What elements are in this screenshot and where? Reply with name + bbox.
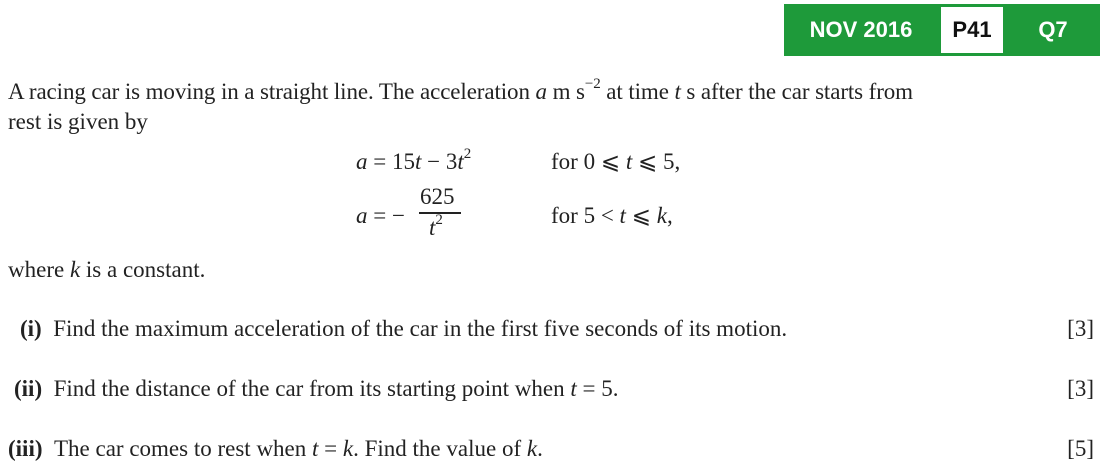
part-iii-number: (iii) xyxy=(8,436,43,461)
part-iii-var-t: t xyxy=(312,436,319,461)
equation-1 xyxy=(356,148,471,176)
intro-line-2: rest is given by xyxy=(8,109,148,134)
part-ii-number: (ii) xyxy=(14,376,43,401)
eq2-eq: = − xyxy=(367,203,405,228)
where-line xyxy=(8,256,205,284)
eq2-den-t: t xyxy=(429,215,436,240)
part-iii-text-b: . Find the value of xyxy=(353,436,527,461)
part-iii xyxy=(8,435,543,463)
part-ii xyxy=(14,375,618,403)
var-t: t xyxy=(674,79,681,104)
eq2-denominator xyxy=(429,214,443,242)
eq2-cond-k: k xyxy=(656,203,667,228)
part-i-marks: [3] xyxy=(1067,316,1094,341)
eq1-cond-t: t xyxy=(625,149,633,174)
intro-line-1 xyxy=(8,78,913,106)
paper-badge: P41 xyxy=(938,4,1006,56)
eq2-numerator: 625 xyxy=(420,184,455,209)
session-badge: NOV 2016 xyxy=(784,4,938,56)
part-ii-text-a: Find the distance of the car from its starting point when xyxy=(53,376,571,401)
eq1-t2: t xyxy=(457,149,464,174)
eq2-cond-for: for 5 < xyxy=(551,203,620,228)
equation-1-condition xyxy=(551,148,680,176)
part-iii-text-a: The car comes to rest when xyxy=(54,436,313,461)
part-i-text: Find the maximum acceleration of the car in the first five seconds of its motion. xyxy=(53,316,788,341)
eq2-cond-end: , xyxy=(666,203,673,228)
where-text-a: where xyxy=(8,257,70,282)
question-badge: Q7 xyxy=(1006,4,1100,56)
where-var-k: k xyxy=(69,257,81,282)
var-a: a xyxy=(535,79,547,104)
unit-exponent: −2 xyxy=(584,76,601,93)
eq2-cond-t: t xyxy=(619,203,626,228)
part-i xyxy=(20,315,787,343)
eq2-den-exponent: 2 xyxy=(435,212,443,229)
eq1-cond-end: ⩽ 5, xyxy=(632,149,681,174)
eq1-t: t xyxy=(414,149,422,174)
unit-ms: m s xyxy=(546,79,585,104)
equation-2-condition xyxy=(551,202,673,230)
intro-text-c: s after the car starts from xyxy=(680,79,913,104)
part-i-number: (i) xyxy=(20,316,42,341)
equation-2-lhs xyxy=(356,202,405,230)
eq1-minus: − 3 xyxy=(421,149,458,174)
eq1-cond-for: for 0 ⩽ xyxy=(551,149,626,174)
part-ii-text-b: = 5. xyxy=(576,376,619,401)
part-iii-var-k: k xyxy=(342,436,354,461)
intro-text-b: at time xyxy=(600,79,675,104)
part-iii-var-k2: k xyxy=(526,436,538,461)
eq2-lhs: a xyxy=(356,203,368,228)
part-iii-text-eq: = xyxy=(318,436,343,461)
eq1-eq: = 15 xyxy=(367,149,415,174)
eq1-exponent: 2 xyxy=(463,146,472,163)
part-iii-marks: [5] xyxy=(1067,436,1094,461)
eq2-cond-mid: ⩽ xyxy=(625,203,657,228)
part-iii-text-c: . xyxy=(537,436,543,461)
eq1-lhs: a xyxy=(356,149,368,174)
where-text-b: is a constant. xyxy=(80,257,206,282)
part-ii-var-t: t xyxy=(570,376,577,401)
intro-text-a: A racing car is moving in a straight line. The acceleration xyxy=(8,79,536,104)
part-ii-marks: [3] xyxy=(1067,376,1094,401)
